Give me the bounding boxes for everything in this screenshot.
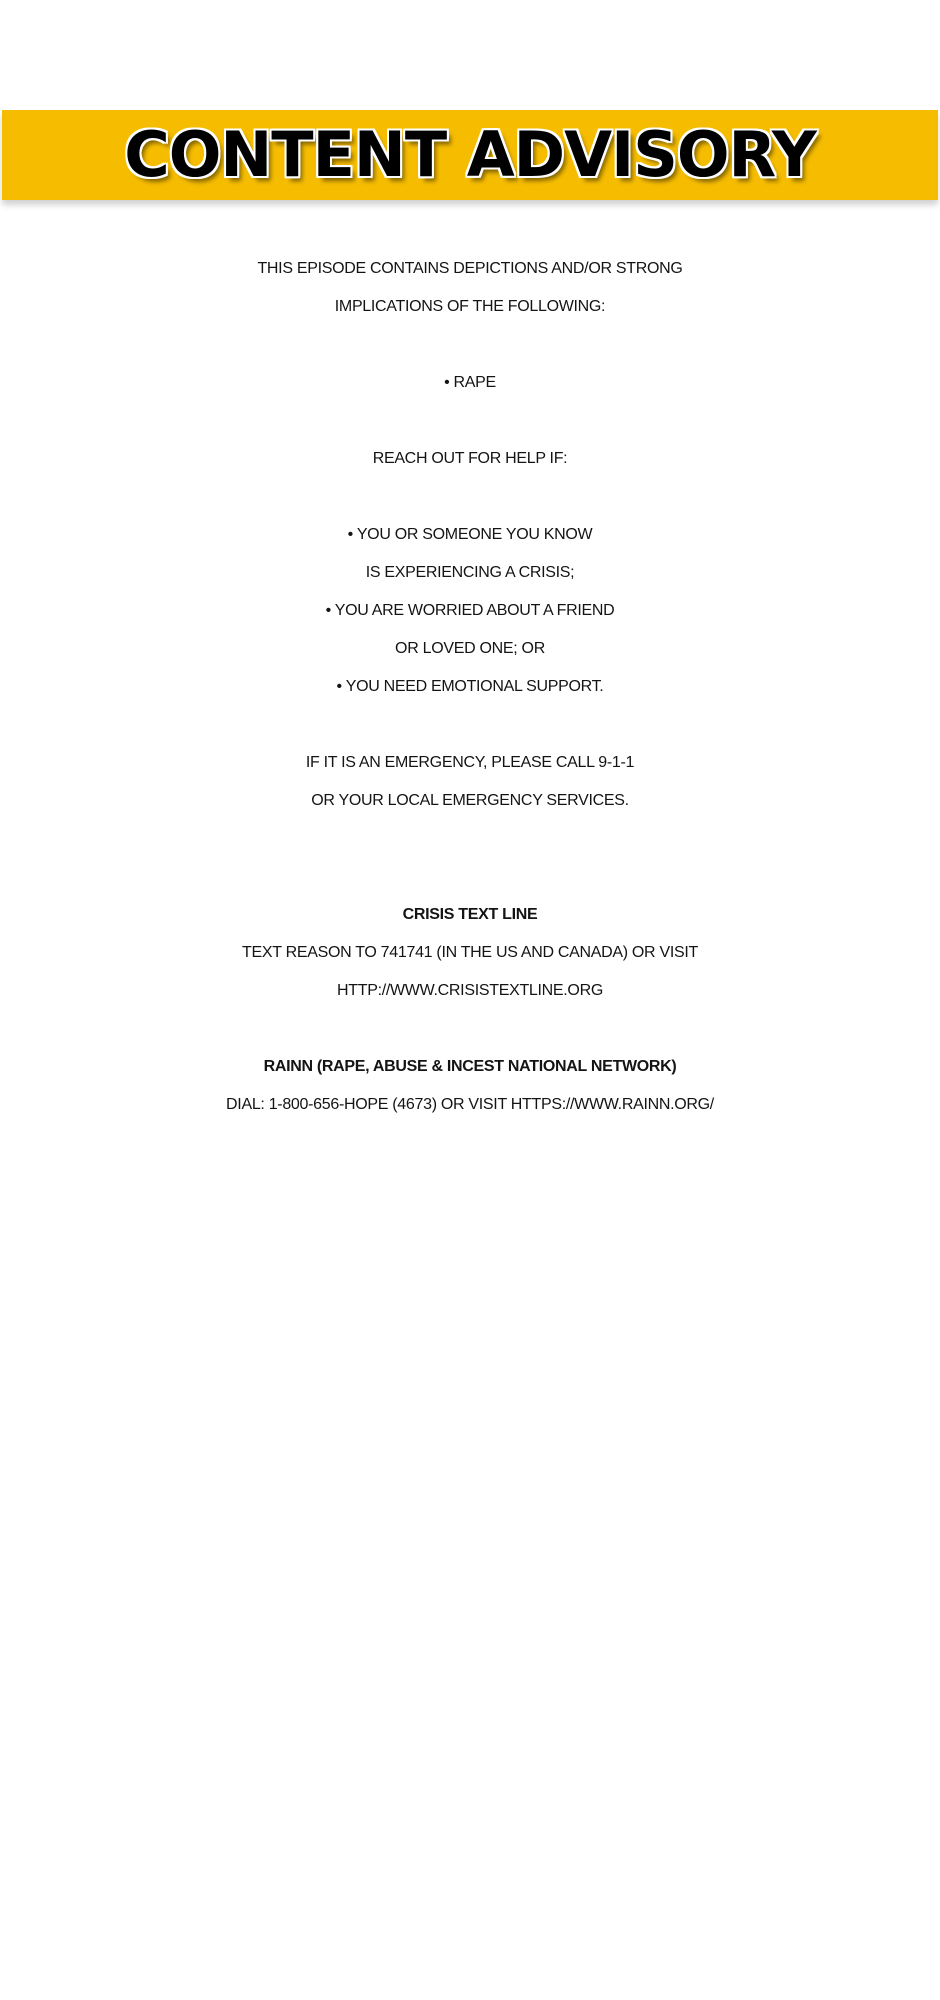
reason-line: • YOU OR SOMEONE YOU KNOW bbox=[347, 526, 593, 543]
intro-line: THIS EPISODE CONTAINS DEPICTIONS AND/OR STRONG bbox=[257, 260, 683, 277]
reason-line: OR LOVED ONE; OR bbox=[395, 640, 545, 657]
banner-title: CONTENT ADVISORY bbox=[124, 118, 816, 191]
crisis-text-line-link: HTTP://WWW.CRISISTEXTLINE.ORG bbox=[337, 982, 603, 999]
advisory-content bbox=[0, 250, 940, 1124]
crisis-text-line-detail: TEXT REASON TO 741741 (IN THE US AND CANADA) OR VISIT bbox=[242, 944, 698, 961]
reach-out-heading: REACH OUT FOR HELP IF: bbox=[372, 450, 568, 467]
topic-item: • RAPE bbox=[444, 374, 496, 391]
rainn-detail: DIAL: 1-800-656-HOPE (4673) OR VISIT HTTPS://WWW.RAINN.ORG/ bbox=[226, 1096, 714, 1113]
emergency-line: OR YOUR LOCAL EMERGENCY SERVICES. bbox=[311, 792, 629, 809]
reason-line: IS EXPERIENCING A CRISIS; bbox=[365, 564, 575, 581]
rainn-name: RAINN (RAPE, ABUSE & INCEST NATIONAL NETWORK) bbox=[263, 1058, 677, 1075]
intro-line: IMPLICATIONS OF THE FOLLOWING: bbox=[334, 298, 606, 315]
content-advisory-banner bbox=[2, 110, 938, 200]
reason-line: • YOU ARE WORRIED ABOUT A FRIEND bbox=[325, 602, 615, 619]
emergency-line: IF IT IS AN EMERGENCY, PLEASE CALL 9-1-1 bbox=[305, 754, 635, 771]
crisis-text-line-name: CRISIS TEXT LINE bbox=[402, 906, 538, 923]
reason-line: • YOU NEED EMOTIONAL SUPPORT. bbox=[336, 678, 604, 695]
